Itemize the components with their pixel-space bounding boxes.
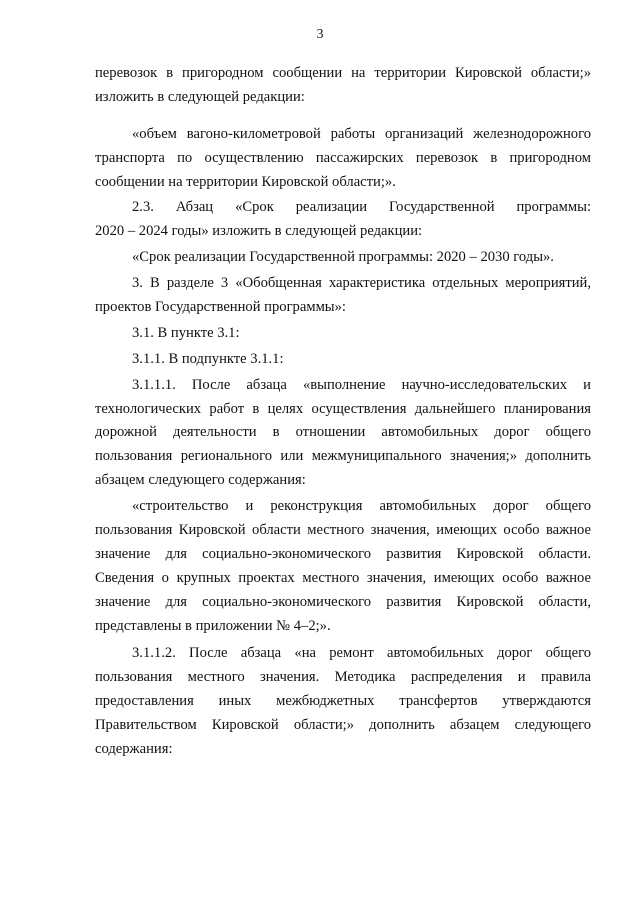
text-line: предоставления иных межбюджетных трансфертов утверждаются bbox=[95, 693, 591, 710]
text-line: 3.1. В пункте 3.1: bbox=[132, 324, 240, 341]
text-line: технологических работ в целях осуществления дальнейшего планирования bbox=[95, 400, 591, 417]
text-line: представлены в приложении № 4–2;». bbox=[95, 617, 331, 634]
text-line: проектов Государственной программы»: bbox=[95, 299, 346, 316]
text-line: абзацем следующего содержания: bbox=[95, 472, 306, 489]
text-line: Сведения о крупных проектах местного значения, имеющих особо важное bbox=[95, 569, 591, 586]
text-line: «объем вагоно-километровой работы организаций железнодорожного bbox=[132, 125, 591, 142]
text-line: «Срок реализации Государственной программы: 2020 – 2030 годы». bbox=[132, 249, 554, 266]
body-text bbox=[95, 62, 591, 762]
text-line: 2.3. Абзац «Срок реализации Государственной программы: bbox=[132, 199, 591, 216]
text-line: пользования Кировской области местного значения, имеющих особо важное bbox=[95, 522, 591, 539]
text-line: Правительством Кировской области;» дополнить абзацем следующего bbox=[95, 717, 591, 734]
text-line: дорожной деятельности в отношении автомобильных дорог общего bbox=[95, 424, 591, 441]
text-line: значение для социально-экономического развития Кировской области, bbox=[95, 593, 591, 610]
text-line: содержания: bbox=[95, 741, 173, 758]
text-line: 2020 – 2024 годы» изложить в следующей редакции: bbox=[95, 223, 423, 240]
text-line: 3.1.1.2. После абзаца «на ремонт автомобильных дорог общего bbox=[132, 645, 591, 662]
text-line: «строительство и реконструкция автомобильных дорог общего bbox=[132, 498, 591, 515]
text-line: транспорта по осуществлению пассажирских перевозок в пригородном bbox=[95, 149, 591, 166]
text-line: сообщении на территории Кировской области;». bbox=[95, 173, 396, 190]
text-line: изложить в следующей редакции: bbox=[95, 88, 305, 105]
text-line: пользования регионального или межмуниципального значения;» дополнить bbox=[95, 448, 591, 465]
page-number: 3 bbox=[316, 27, 324, 42]
text-line: значение для социально-экономического развития Кировской области. bbox=[95, 545, 591, 562]
text-line: 3. В разделе 3 «Обобщенная характеристика отдельных мероприятий, bbox=[132, 275, 591, 292]
text-line: перевозок в пригородном сообщении на территории Кировской области;» bbox=[95, 65, 591, 81]
text-line: 3.1.1.1. После абзаца «выполнение научно-исследовательских и bbox=[132, 376, 591, 393]
text-line: 3.1.1. В подпункте 3.1.1: bbox=[132, 350, 284, 367]
text-line: пользования местного значения. Методика распределения и правила bbox=[95, 669, 591, 686]
